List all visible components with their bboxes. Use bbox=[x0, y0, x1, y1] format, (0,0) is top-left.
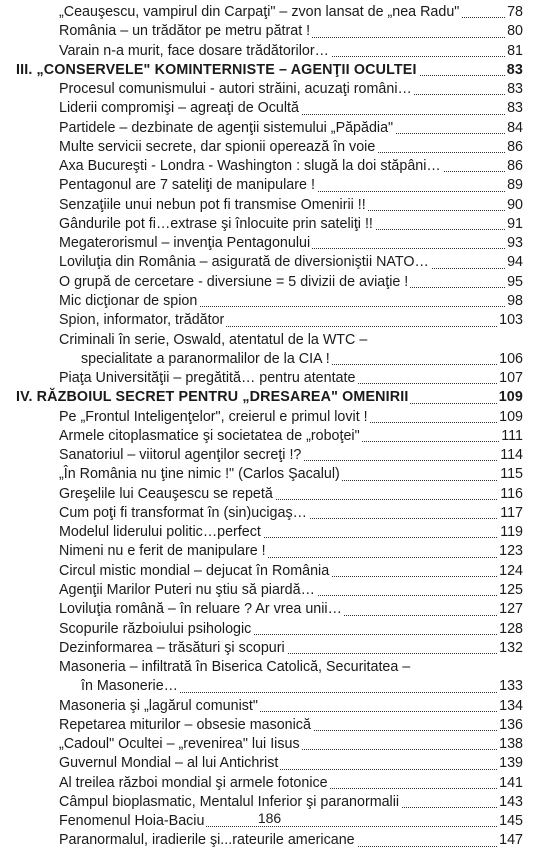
toc-entry bbox=[59, 80, 523, 99]
toc-entry-title: Pentagonul are 7 sateliţi de manipulare ! bbox=[59, 176, 317, 195]
toc-entry-title: Masoneria şi „lagărul comunist" bbox=[59, 697, 260, 716]
toc-entry bbox=[59, 369, 523, 388]
toc-entry bbox=[59, 523, 523, 542]
toc-page-number: 89 bbox=[505, 176, 523, 195]
toc-page-number: 84 bbox=[505, 119, 523, 138]
toc-entry-title: Mic dicţionar de spion bbox=[59, 292, 199, 311]
section-title: RĂZBOIUL SECRET PENTRU „DRESAREA" OMENIRII bbox=[36, 389, 409, 406]
toc-entry bbox=[59, 157, 523, 176]
toc-page-number: 81 bbox=[505, 42, 523, 61]
toc-entry bbox=[59, 215, 523, 234]
toc-entry-title bbox=[16, 388, 410, 407]
toc-page-number: 133 bbox=[497, 677, 523, 696]
toc-page-number: 128 bbox=[497, 620, 523, 639]
toc-entry bbox=[59, 465, 523, 484]
toc-entry bbox=[59, 22, 523, 41]
toc-page-number: 86 bbox=[505, 138, 523, 157]
toc-page-number: 90 bbox=[505, 196, 523, 215]
toc-entry bbox=[59, 42, 523, 61]
toc-entry bbox=[59, 99, 523, 118]
toc-entry-title: Gândurile pot fi…extrase şi înlocuite prin sateliţi !! bbox=[59, 215, 375, 234]
toc-entry-title: Paranormalul, iradierile şi...rateurile americane bbox=[59, 831, 357, 850]
toc-page-number: 127 bbox=[497, 600, 523, 619]
toc-page-number: 139 bbox=[497, 754, 523, 773]
toc-entry-title: Liderii compromişi – agreaţi de Ocultă bbox=[59, 99, 301, 118]
toc-entry-title: Loviluţia din România – asigurată de diversioniştii NATO… bbox=[59, 253, 431, 272]
toc-entry-title: Varain n-a murit, face dosare trădătorilor… bbox=[59, 42, 331, 61]
toc-entry bbox=[59, 408, 523, 427]
toc-entry bbox=[59, 253, 523, 272]
toc-entry bbox=[59, 311, 523, 330]
toc-page-number: 132 bbox=[497, 639, 523, 658]
toc-page-number: 91 bbox=[505, 215, 523, 234]
toc-entry bbox=[59, 138, 523, 157]
table-of-contents bbox=[0, 3, 539, 851]
toc-page-number: 83 bbox=[505, 80, 523, 99]
toc-section-heading bbox=[16, 388, 523, 407]
toc-page-number: 147 bbox=[497, 831, 523, 850]
toc-entry-title: „Ceauşescu, vampirul din Carpaţi" – zvon lansat de „nea Radu" bbox=[59, 3, 461, 22]
toc-page-number: 115 bbox=[498, 465, 523, 484]
toc-entry-title: Repetarea miturilor – obsesie masonică bbox=[59, 716, 313, 735]
section-title: „CONSERVELE" KOMINTERNISTE – AGENŢII OCULTEI bbox=[36, 61, 417, 78]
toc-page-number: 145 bbox=[497, 812, 523, 831]
toc-entry-title: „Cadoul" Ocultei – „revenirea" lui Iisus bbox=[59, 735, 302, 754]
toc-entry bbox=[59, 735, 523, 754]
section-number: III. bbox=[16, 61, 33, 78]
toc-page-number: 86 bbox=[505, 157, 523, 176]
toc-page-number: 143 bbox=[497, 793, 523, 812]
toc-entry-title: Criminali în serie, Oswald, atentatul de la WTC – bbox=[59, 331, 369, 350]
toc-entry-title: Senzaţiile unui nebun pot fi transmise Omenirii !! bbox=[59, 196, 368, 215]
toc-entry bbox=[59, 292, 523, 311]
page-number: 186 bbox=[257, 810, 282, 826]
toc-entry-title: Spion, informator, trădător bbox=[59, 311, 226, 330]
toc-entry-title: Partidele – dezbinate de agenţii sistemului „Păpădia" bbox=[59, 119, 395, 138]
toc-entry bbox=[59, 542, 523, 561]
toc-entry-title: Megaterorismul – invenţia Pentagonului bbox=[59, 234, 312, 253]
toc-page-number: 123 bbox=[497, 542, 523, 561]
toc-entry bbox=[59, 774, 523, 793]
toc-entry bbox=[59, 485, 523, 504]
toc-entry-title: Masoneria – infiltrată în Biserica Catolică, Securitatea – bbox=[59, 658, 412, 677]
toc-entry-title: Dezinformarea – trăsături şi scopuri bbox=[59, 639, 287, 658]
toc-page-number: 116 bbox=[498, 485, 523, 504]
toc-entry bbox=[59, 581, 523, 600]
toc-page-number: 106 bbox=[497, 350, 523, 369]
toc-entry-title: Al treilea război mondial şi armele fotonice bbox=[59, 774, 330, 793]
toc-entry-title: Câmpul bioplasmatic, Mentalul Inferior şi paranormalii bbox=[59, 793, 401, 812]
toc-entry bbox=[59, 639, 523, 658]
toc-page-number: 136 bbox=[497, 716, 523, 735]
toc-page-number: 94 bbox=[505, 253, 523, 272]
toc-page-number: 98 bbox=[505, 292, 523, 311]
toc-page-number: 114 bbox=[498, 446, 523, 465]
toc-entry-title: Sanatoriul – viitorul agenţilor secreţi !? bbox=[59, 446, 303, 465]
toc-entry bbox=[59, 562, 523, 581]
toc-page-number: 109 bbox=[497, 388, 523, 407]
toc-entry bbox=[59, 600, 523, 619]
toc-entry bbox=[81, 350, 523, 369]
toc-page-number: 78 bbox=[505, 3, 523, 22]
toc-entry bbox=[59, 504, 523, 523]
toc-entry-title: Cum poţi fi transformat în (sin)ucigaş… bbox=[59, 504, 309, 523]
toc-entry-title: Fenomenul Hoia-Baciu bbox=[59, 812, 206, 831]
toc-entry-title: Pe „Frontul Inteligenţelor", creierul e primul lovit ! bbox=[59, 408, 370, 427]
toc-page-number: 103 bbox=[497, 311, 523, 330]
toc-entry bbox=[59, 234, 523, 253]
toc-section-heading bbox=[16, 61, 523, 80]
toc-entry-title: O grupă de cercetare - diversiune = 5 divizii de aviaţie ! bbox=[59, 273, 410, 292]
toc-entry bbox=[59, 716, 523, 735]
toc-page-number: 138 bbox=[497, 735, 523, 754]
toc-entry bbox=[59, 273, 523, 292]
toc-page-number: 134 bbox=[497, 697, 523, 716]
toc-entry bbox=[59, 697, 523, 716]
section-number: IV. bbox=[16, 389, 33, 406]
toc-entry-title: în Masonerie… bbox=[81, 677, 180, 696]
toc-entry bbox=[59, 831, 523, 850]
toc-page-number: 141 bbox=[497, 774, 523, 793]
toc-page-number: 95 bbox=[505, 273, 523, 292]
toc-entry-title: specialitate a paranormalilor de la CIA ! bbox=[81, 350, 332, 369]
toc-entry-title: Circul mistic mondial – dejucat în România bbox=[59, 562, 331, 581]
toc-page-number: 83 bbox=[505, 61, 523, 80]
toc-entry-title: Guvernul Mondial – al lui Antichrist bbox=[59, 754, 280, 773]
toc-entry bbox=[59, 427, 523, 446]
toc-entry bbox=[59, 119, 523, 138]
toc-entry-title bbox=[16, 61, 419, 80]
toc-entry-title: Multe servicii secrete, dar spionii operează în voie bbox=[59, 138, 377, 157]
toc-entry bbox=[81, 677, 523, 696]
toc-entry-title: România – un trădător pe metru pătrat ! bbox=[59, 22, 312, 41]
toc-page-number: 111 bbox=[499, 427, 523, 446]
toc-page-number: 109 bbox=[497, 408, 523, 427]
toc-entry-continued bbox=[59, 658, 523, 677]
toc-entry-title: „În România nu ţine nimic !" (Carlos Şacalul) bbox=[59, 465, 342, 484]
toc-page-number: 125 bbox=[497, 581, 523, 600]
toc-page-number: 119 bbox=[498, 523, 523, 542]
toc-entry bbox=[59, 754, 523, 773]
toc-entry bbox=[59, 446, 523, 465]
toc-entry-title: Piaţa Universităţii – pregătită… pentru atentate bbox=[59, 369, 357, 388]
toc-page-number: 80 bbox=[505, 22, 523, 41]
toc-entry bbox=[59, 196, 523, 215]
toc-entry-title: Scopurile războiului psihologic bbox=[59, 620, 253, 639]
toc-entry-continued bbox=[59, 331, 523, 350]
toc-entry bbox=[59, 620, 523, 639]
toc-page-number: 93 bbox=[505, 234, 523, 253]
toc-entry-title: Loviluţia română – în reluare ? Ar vrea unii… bbox=[59, 600, 344, 619]
toc-entry-title: Procesul comunismului - autori străini, acuzaţi români… bbox=[59, 80, 414, 99]
toc-entry-title: Axa Bucureşti - Londra - Washington : slugă la doi stăpâni… bbox=[59, 157, 443, 176]
toc-entry-title: Armele citoplasmatice şi societatea de „roboţei" bbox=[59, 427, 362, 446]
toc-entry-title: Greşelile lui Ceauşescu se repetă bbox=[59, 485, 275, 504]
toc-page-number: 124 bbox=[497, 562, 523, 581]
toc-entry bbox=[59, 3, 523, 22]
toc-page-number: 117 bbox=[498, 504, 523, 523]
toc-page-number: 83 bbox=[505, 99, 523, 118]
toc-page-number: 107 bbox=[497, 369, 523, 388]
toc-entry-title: Nimeni nu e ferit de manipulare ! bbox=[59, 542, 268, 561]
toc-entry bbox=[59, 176, 523, 195]
toc-entry-title: Agenţii Marilor Puteri nu ştiu să piardă… bbox=[59, 581, 317, 600]
toc-entry-title: Modelul liderului politic…perfect bbox=[59, 523, 263, 542]
